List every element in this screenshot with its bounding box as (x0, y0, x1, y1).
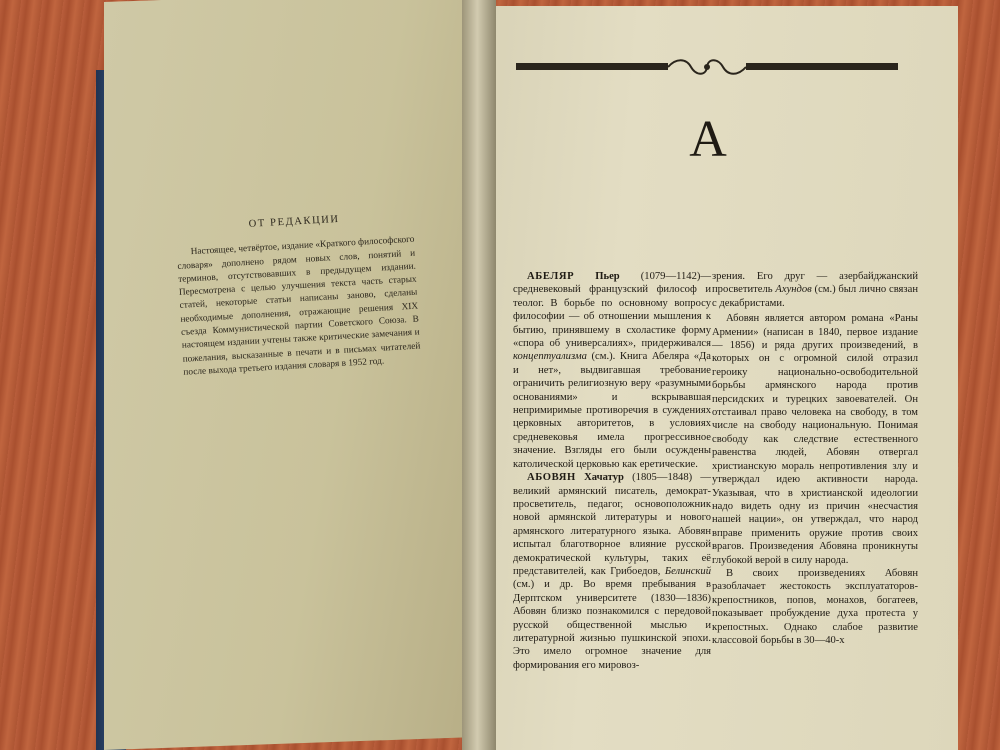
paragraph: В своих произведениях Абовян разоблачает жестокость эксплуататоров-крепостников, попов, монахов, богатеев, показывает пробуждение духа протеста у крепостных. Однако слабое развитие классовой борьбы в 30—40-х (712, 567, 918, 646)
text-column-2 (712, 270, 918, 647)
continuation-text (712, 270, 918, 310)
headword: АБЕЛЯР (527, 271, 575, 282)
paragraph: Абовян является автором романа «Раны Армении» (написан в 1840, первое издание — 1856) и ряда других произведений, в которых он с огромной силой отразил героику национально-освободительной борьбы армянского народа против персидских и турецких завоевателей. Он отстаивал право человека на свободу, в том числе на свободу национальную. Понимая свободу как следствие естественного равенства людей, Абовян отвергал христианскую мораль непротивления злу и утверждал идею активности народа. Указывая, что в христианской идеологии надо видеть одну из причин «несчастия нашей нации», он утверждал, что народ вправе применить оружие против своих врагов. Произведения Абовяна проникнуты глубокой верой в силу народа. (712, 313, 918, 566)
editorial-body: Настоящее, четвёртое, издание «Краткого философского словаря» дополнено рядом новых слов, понятий и терминов, отсутствовавших в предыдущем издании. Пересмотрена с целью улучшения текста часть старых статей, некоторые статьи написаны заново, сделаны необходимые дополнения, отражающие решения XIX съезда Коммунистической партии Советского Союза. В настоящем издании учтены также критические замечания и пожелания, высказанные в печати и в письмах читателей после выхода третьего издания словаря в 1952 год. (177, 234, 421, 378)
entry-text: (1805—1848) — великий армянский писатель, демократ-просветитель, педагог, основоположник новой армянской литературы и нового армянского литературного языка. Абовян испытал благотворное влияние русской демократической культуры, таких её представителей, как Грибоедов, (513, 472, 711, 577)
left-page (104, 0, 476, 750)
editorial-heading: ОТ РЕДАКЦИИ (248, 213, 340, 230)
entry-abelard (513, 270, 711, 471)
entry-text: (см.). Книга Абеляра «Да и нет», выдвигавшая требование ограничить религиозную веру «разумными основаниями» и вскрывавшая непримиримые противоречия в суждениях церковных авторитетов, в условиях средневековья имела прогрессивное значение. Взгляды его были осуждены католической церковью как еретические. (513, 351, 711, 470)
entry-text: (см.) был лично связан с декабристами. (712, 284, 918, 309)
entry-text: (см.) и др. Во время пребывания в Дерптском университете (1830—1836) Абовян близко познакомился с передовой русской общественной мыслью и литературной жизнью пушкинской эпохи. Это имело огромное значение для формирования его мировоз- (513, 579, 711, 671)
cross-reference: Ахундов (775, 284, 812, 296)
entry-text: зрения. Его друг — азербайджанский просветитель (712, 271, 918, 296)
ornament-rule (516, 56, 898, 78)
cross-reference: Белинский (664, 565, 711, 577)
headword-name: Хачатур (584, 472, 624, 484)
book-gutter (462, 0, 496, 750)
headword-name: Пьер (595, 271, 620, 282)
cross-reference: концептуализма (513, 351, 587, 363)
section-letter: А (689, 111, 727, 168)
entry-text: (1079—1142)— средневековый французский философ и теолог. В борьбе по основному вопросу философии — об отношении мышления к бытию, принявшему в схоластике форму «спора об универсалиях», придерживался (513, 271, 711, 350)
text-column-1 (513, 270, 711, 672)
headword: АБОВЯН (527, 472, 576, 484)
entry-abovyan (513, 471, 711, 672)
editorial-note (175, 209, 421, 380)
